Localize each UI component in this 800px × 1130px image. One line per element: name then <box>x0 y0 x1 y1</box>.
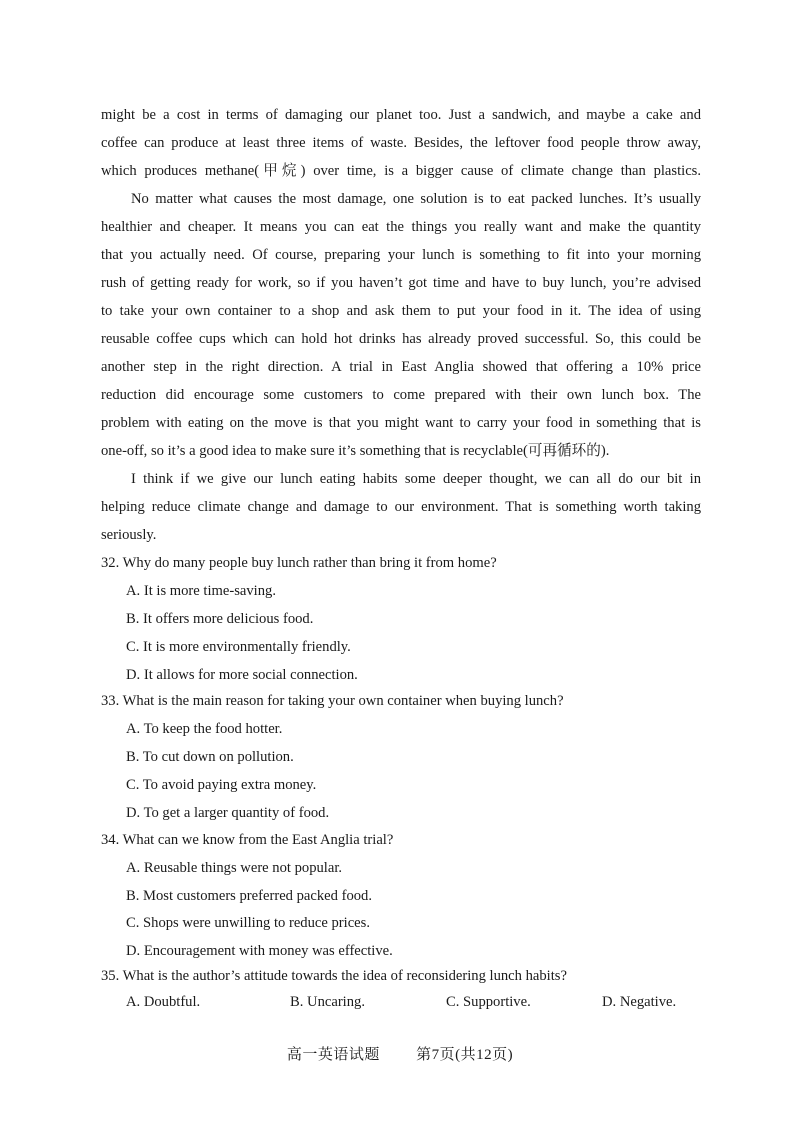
option-c: C. Shops were unwilling to reduce prices. <box>126 915 370 931</box>
passage-line: that you actually need. Of course, preparing your lunch is something to fit into your morning <box>101 247 701 263</box>
passage-line: seriously. <box>101 527 157 543</box>
passage-line: healthier and cheaper. It means you can eat the things you really want and make the quantity <box>101 219 701 235</box>
passage-line: reduction did encourage some customers to come prepared with their own lunch box. The <box>101 387 701 403</box>
option-c: C. It is more environmentally friendly. <box>126 639 351 655</box>
option-b: B. Uncaring. <box>290 994 365 1010</box>
passage-line: which produces methane(甲烷) over time, is a bigger cause of climate change than plastics. <box>101 163 701 179</box>
passage-line: one-off, so it’s a good idea to make sure it’s something that is recyclable(可再循环的). <box>101 443 610 459</box>
option-c: C. To avoid paying extra money. <box>126 777 317 793</box>
option-b: B. Most customers preferred packed food. <box>126 888 372 904</box>
option-d: D. To get a larger quantity of food. <box>126 805 330 821</box>
option-a: A. It is more time-saving. <box>126 583 276 599</box>
option-c: C. Supportive. <box>446 994 531 1010</box>
option-d: D. It allows for more social connection. <box>126 667 358 683</box>
option-a: A. To keep the food hotter. <box>126 721 283 737</box>
page-footer <box>0 1045 800 1065</box>
passage-line: might be a cost in terms of damaging our planet too. Just a sandwich, and maybe a cake and <box>101 107 701 123</box>
option-a: A. Reusable things were not popular. <box>126 860 343 876</box>
passage-line: No matter what causes the most damage, one solution is to eat packed lunches. It’s usually <box>131 191 701 207</box>
option-d: D. Encouragement with money was effective. <box>126 943 393 959</box>
option-a: A. Doubtful. <box>126 994 201 1010</box>
question-stem: 32. Why do many people buy lunch rather than bring it from home? <box>101 555 497 571</box>
passage-line: reusable coffee cups which can hold hot drinks has already proved successful. So, this could be <box>101 331 701 347</box>
passage-line: coffee can produce at least three items of waste. Besides, the leftover food people throw away, <box>101 135 701 151</box>
passage-line: problem with eating on the move is that you might want to carry your food in something that is <box>101 415 701 431</box>
exam-title: 高一英语试题 <box>286 1047 380 1063</box>
question-stem: 35. What is the author’s attitude towards the idea of reconsidering lunch habits? <box>101 968 567 984</box>
passage-line: another step in the right direction. A trial in East Anglia showed that offering a 10% price <box>101 359 701 375</box>
page-number: 第7页(共12页) <box>416 1047 514 1063</box>
passage-line: rush of getting ready for work, so if you haven’t got time and have to buy lunch, you’re advised <box>101 275 701 291</box>
option-b: B. To cut down on pollution. <box>126 749 294 765</box>
passage-line: I think if we give our lunch eating habits some deeper thought, we can all do our bit in <box>131 471 701 487</box>
passage-line: helping reduce climate change and damage to our environment. That is something worth taking <box>101 499 701 515</box>
question-stem: 33. What is the main reason for taking your own container when buying lunch? <box>101 693 564 709</box>
question-stem: 34. What can we know from the East Anglia trial? <box>101 832 394 848</box>
option-b: B. It offers more delicious food. <box>126 611 314 627</box>
option-d: D. Negative. <box>602 994 677 1010</box>
passage-line: to take your own container to a shop and ask them to put your food in it. The idea of using <box>101 303 701 319</box>
